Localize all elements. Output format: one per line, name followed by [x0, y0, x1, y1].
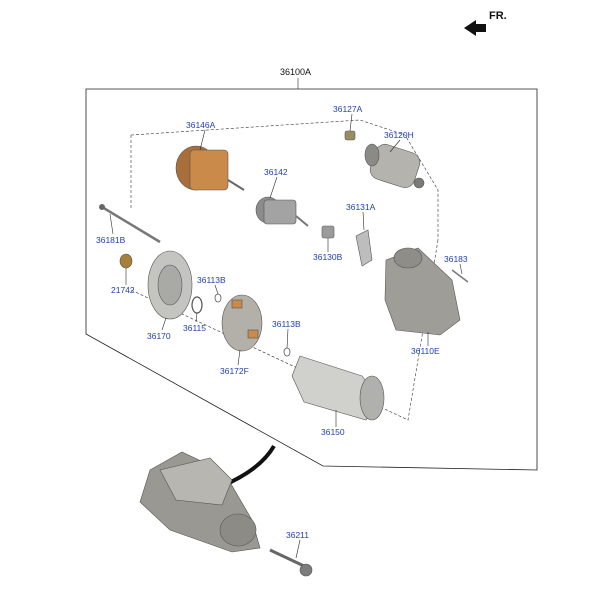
- leader-36211: [296, 540, 300, 558]
- part-21742-plug: [120, 254, 132, 268]
- label-36115: 36115: [183, 323, 207, 333]
- front-direction-indicator: [464, 10, 507, 36]
- label-36130B: 36130B: [313, 252, 343, 262]
- label-36146A: 36146A: [186, 120, 216, 130]
- label-36170: 36170: [147, 331, 171, 341]
- part-36146A-armature: [176, 146, 244, 190]
- part-36115-seal: [192, 297, 202, 313]
- label-36113B-mid: 36113B: [272, 319, 301, 329]
- label-36183: 36183: [444, 254, 468, 264]
- leader-36113B-top: [215, 285, 218, 294]
- label-36150: 36150: [321, 427, 345, 437]
- part-36113B-washer-mid: [284, 348, 290, 356]
- label-36110E: 36110E: [411, 346, 440, 356]
- part-36127A-nut: [345, 131, 355, 140]
- front-direction-label: FR.: [489, 10, 507, 22]
- part-36170-end-cover: [148, 251, 192, 319]
- label-36181B: 36181B: [96, 235, 126, 245]
- starter-assembly-image: [140, 452, 260, 552]
- label-36127A: 36127A: [333, 104, 363, 114]
- leader-36131A: [363, 212, 364, 230]
- label-36131A: 36131A: [346, 202, 376, 212]
- leader-36142: [270, 177, 277, 198]
- part-36113B-washer-top: [215, 294, 221, 302]
- leader-36170: [162, 318, 166, 330]
- assembly-label: 36100A: [280, 67, 312, 77]
- label-36211: 36211: [286, 530, 310, 540]
- part-36120H-solenoid: [365, 142, 424, 190]
- label-36172F: 36172F: [220, 366, 249, 376]
- part-36150-yoke: [292, 356, 384, 420]
- part-36211-bolt: [270, 550, 312, 576]
- label-36142: 36142: [264, 167, 288, 177]
- part-36172F-brush-holder: [222, 295, 262, 351]
- leader-36172F: [238, 350, 240, 365]
- leader-36181B: [110, 214, 113, 234]
- label-36120H: 36120H: [384, 130, 414, 140]
- leader-36113B-mid: [287, 329, 288, 348]
- leader-36183: [460, 264, 462, 274]
- leader-36127A: [350, 114, 352, 131]
- label-21742: 21742: [111, 285, 135, 295]
- part-36130B: [322, 226, 334, 238]
- front-arrow-icon: [464, 20, 486, 36]
- part-36131A-lever: [356, 230, 372, 266]
- part-36142-pinion-gear: [256, 197, 308, 226]
- label-36113B-top: 36113B: [197, 275, 226, 285]
